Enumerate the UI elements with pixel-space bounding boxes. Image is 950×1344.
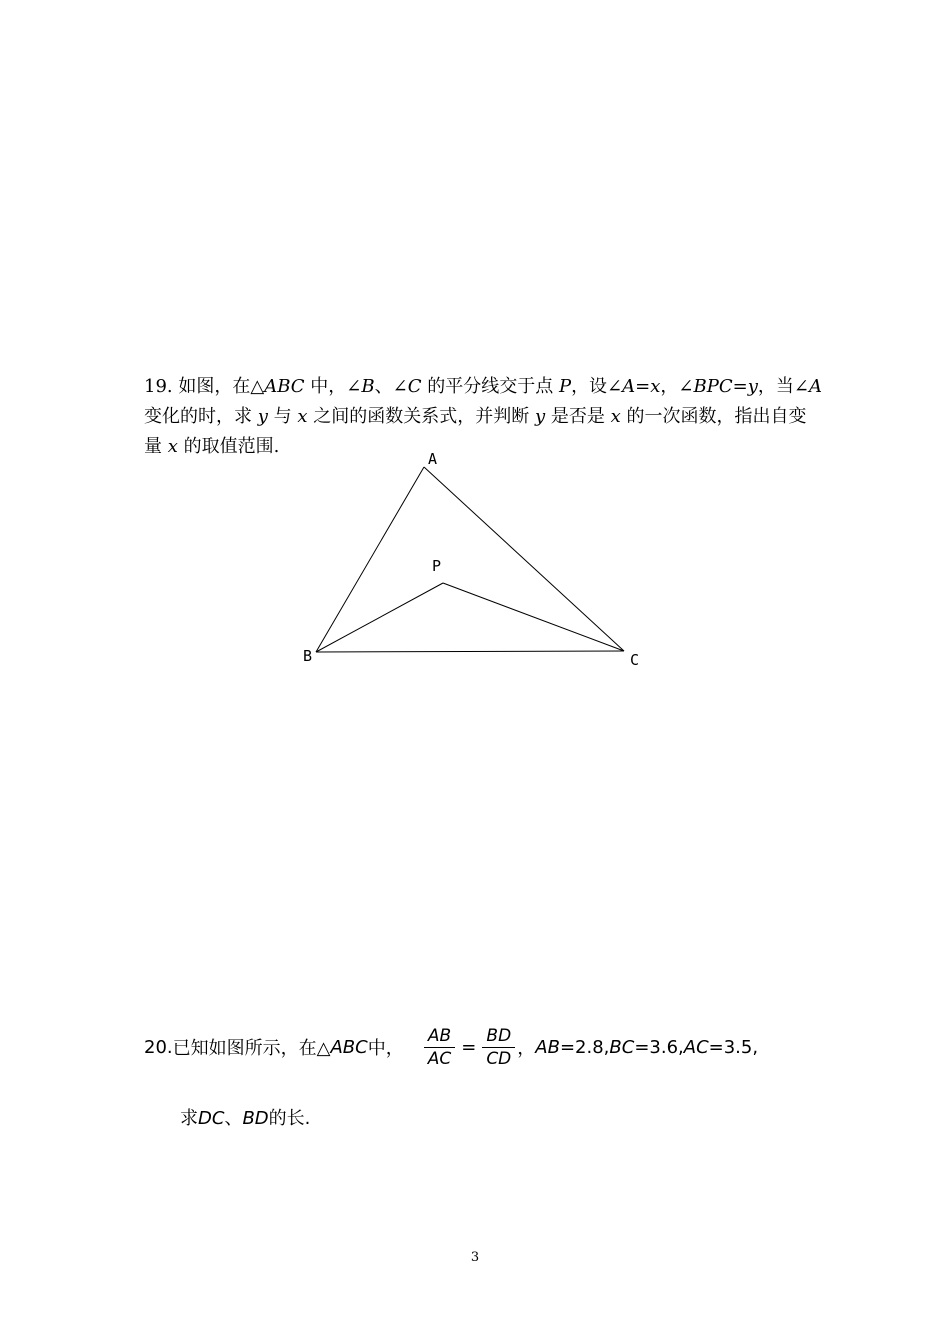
- fraction-numerator: BD: [482, 1026, 515, 1048]
- math-abc: ABC: [264, 376, 305, 397]
- question-20: [144, 1024, 824, 1130]
- vertex-label-c: C: [630, 651, 640, 669]
- question-19-number: 19.: [144, 376, 173, 397]
- text: ，: [517, 1038, 536, 1059]
- question-19-line-1: [144, 372, 822, 402]
- fraction-denominator: AC: [427, 1048, 452, 1069]
- math-ac: AC: [683, 1036, 709, 1058]
- equals-sign: =: [461, 1036, 477, 1058]
- math-x: x: [650, 376, 661, 397]
- text: 与: [267, 406, 298, 427]
- math-y: y: [534, 406, 546, 427]
- text: =2.8,: [559, 1036, 610, 1058]
- bisector-bp: [316, 583, 443, 652]
- math-y: y: [257, 406, 268, 427]
- text: 求: [180, 1108, 198, 1129]
- text: 量: [144, 436, 168, 457]
- text: 、: [224, 1108, 243, 1129]
- math-x: x: [297, 406, 308, 427]
- math-p: P: [558, 376, 572, 397]
- fraction-denominator: CD: [486, 1048, 512, 1069]
- vertex-label-a: A: [428, 450, 438, 468]
- math-bd: BD: [242, 1108, 269, 1129]
- fraction-numerator: AB: [424, 1026, 455, 1048]
- math-b: B: [361, 376, 375, 397]
- text: 是否是: [545, 406, 611, 427]
- text: 如图，在△: [172, 376, 265, 397]
- text: 的取值范围.: [177, 436, 280, 457]
- triangle-figure: [290, 440, 650, 680]
- fraction-ab-over-ac: [424, 1026, 456, 1069]
- text: ，当∠: [757, 376, 809, 397]
- text: =3.6,: [634, 1036, 684, 1058]
- question-20-number: 20.: [144, 1036, 173, 1058]
- text: 已知如图所示，在△: [172, 1038, 331, 1059]
- question-20-line-1: [144, 1024, 824, 1070]
- text: 变化的时，求: [144, 406, 258, 427]
- math-a: A: [622, 376, 636, 397]
- math-ab: AB: [535, 1036, 560, 1058]
- math-dc: DC: [198, 1108, 225, 1129]
- text: 的长.: [268, 1108, 311, 1129]
- side-ab: [316, 467, 424, 652]
- math-bc: BC: [609, 1036, 635, 1058]
- math-c: C: [407, 376, 422, 397]
- vertex-label-b: B: [303, 647, 313, 665]
- side-ac: [424, 467, 624, 651]
- text: =: [732, 376, 748, 397]
- vertex-label-p: P: [432, 557, 442, 575]
- text: ，设∠: [571, 376, 623, 397]
- math-abc: ABC: [330, 1036, 368, 1058]
- math-x: x: [167, 436, 178, 457]
- text: 之间的函数关系式，并判断: [307, 406, 535, 427]
- text: 的平分线交于点: [421, 376, 559, 397]
- math-a: A: [808, 376, 822, 397]
- math-bpc: BPC: [693, 376, 733, 397]
- text: 中，∠: [304, 376, 362, 397]
- fraction-bd-over-cd: [482, 1026, 515, 1069]
- text: ，∠: [660, 376, 694, 397]
- page-number: 3: [470, 1250, 480, 1265]
- bisector-cp: [443, 583, 624, 651]
- text: 、∠: [374, 376, 408, 397]
- side-bc: [316, 651, 624, 652]
- math-y: y: [747, 376, 758, 397]
- text: 的一次函数，指出自变: [620, 406, 807, 427]
- text: =: [635, 376, 651, 397]
- question-19-line-2: [144, 402, 812, 432]
- text: =3.5,: [708, 1036, 759, 1058]
- text: 中，: [367, 1038, 404, 1059]
- question-20-line-2: [144, 1104, 824, 1130]
- math-x: x: [610, 406, 621, 427]
